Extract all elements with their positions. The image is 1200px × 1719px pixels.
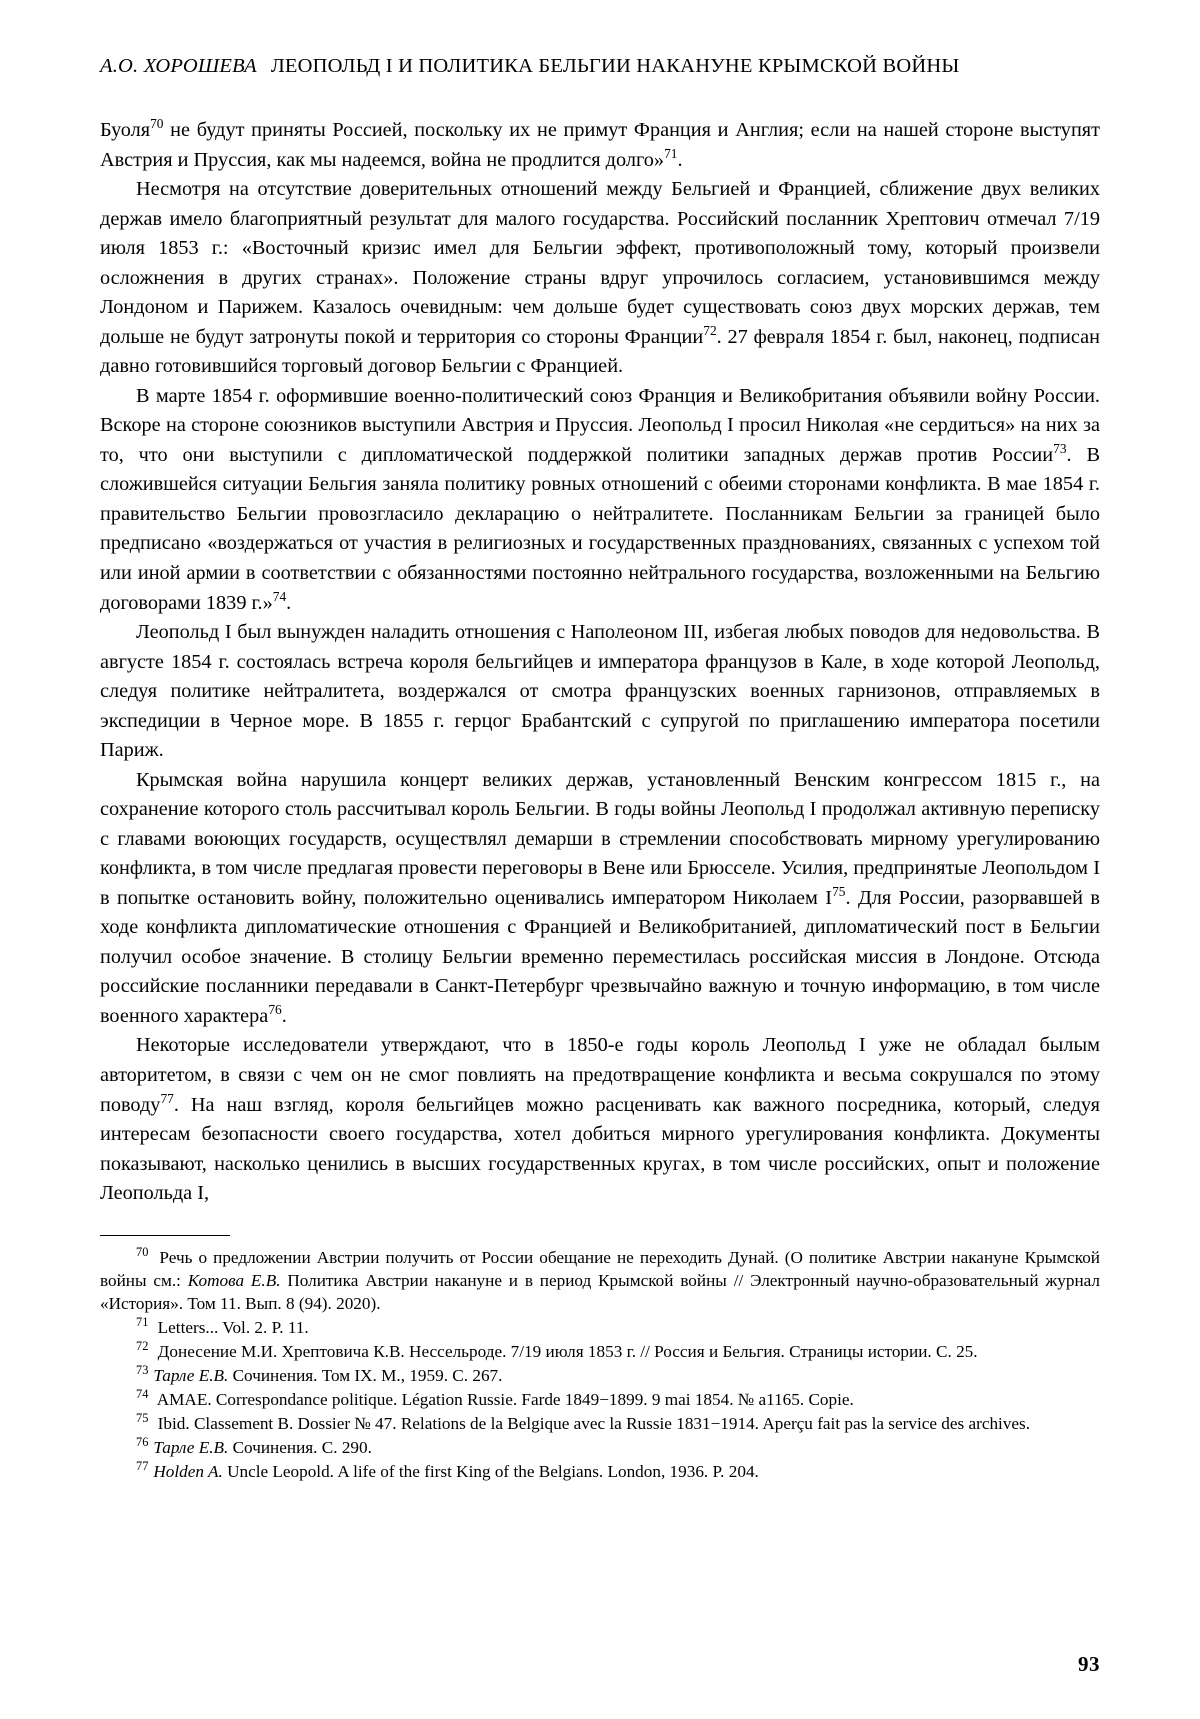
- footnote-reference: 76: [268, 1002, 282, 1018]
- footnote-number: 71: [136, 1315, 149, 1330]
- footnote-number: 76: [136, 1435, 149, 1450]
- footnote-reference: 72: [703, 322, 717, 338]
- footnote-item: $^{73}$ Тарле Е.В. Сочинения. Том IX. М., 1959. С. 267.: [136, 1363, 503, 1385]
- paragraph: Несмотря на отсутствие доверительных отношений между Бельгией и Францией, сближение двух великих держав имело благоприятный результат для малого государства. Российский посланник Хрептович отмечал 7/19 июля 1853 г.: «Восточный кризис имел для Бельгии эффект, противоположный тому, который произвели осложнения в других странах». Положение страны вдруг упрочилось согласием, установившимся между Лондоном и Парижем. Казалось очевидным: чем дольше будет существовать союз двух морских держав, тем дольше не будут затронуты покой и территория со стороны Франции$^{72}$. 27 февраля 1854 г. был, наконец, подписан давно готовившийся торговый договор Бельгии с Францией.: [100, 178, 1100, 378]
- footnote-number: 73: [136, 1363, 149, 1378]
- footnote-number: 77: [136, 1459, 149, 1474]
- paragraph: Буоля$^{70}$ не будут приняты Россией, поскольку их не примут Франция и Англия; если на нашей стороне выступят Австрия и Пруссия, как мы надеемся, война не продлится долго»$^{71}$.: [100, 116, 1100, 171]
- footnotes-section: [100, 1246, 1100, 1483]
- footnote-item: $^{74}$ AMAE. Correspondance politique. Légation Russie. Farde 1849−1899. 9 mai 1854. № a1165. Copie.: [136, 1387, 854, 1409]
- footnote-reference: 73: [1053, 441, 1067, 457]
- footnote-reference: 71: [664, 145, 678, 161]
- paragraph: Некоторые исследователи утверждают, что в 1850-е годы король Леопольд I уже не обладал былым авторитетом, в связи с чем он не смог повлиять на предотвращение конфликта и весьма сокрушался по этому поводу$^{77}$. На наш взгляд, короля бельгийцев можно расценивать как важного посредника, который, следуя интересам безопасности своего государства, хотел добиться мирного урегулирования конфликта. Документы показывают, насколько ценились в высших государственных кругах, в том числе российских, опыт и положение Леопольда I,: [100, 1034, 1100, 1205]
- citation-author: Holden A.: [153, 1462, 223, 1482]
- paragraph: Леопольд I был вынужден наладить отношения с Наполеоном III, избегая любых поводов для недовольства. В августе 1854 г. состоялась встреча короля бельгийцев и императора французов в Кале, в ходе которой Леопольд, следуя политике нейтралитета, воздержался от смотра французских военных гарнизонов, отправляемых в экспедиции в Черное море. В 1855 г. герцог Брабантский с супругой по приглашению императора посетили Париж.: [100, 621, 1100, 762]
- footnote-item: $^{76}$ Тарле Е.В. Сочинения. С. 290.: [136, 1435, 372, 1458]
- footnote-reference: 70: [150, 116, 164, 132]
- footnote-reference: 74: [272, 588, 287, 604]
- footnote-item: $^{75}$ Ibid. Classement B. Dossier № 47. Relations de la Belgique avec la Russie 1831−1914. Aperçu fait pas la service des archives.: [136, 1411, 1031, 1433]
- footnote-separator: [100, 1235, 230, 1236]
- footnote-number: 74: [136, 1387, 149, 1402]
- footnote-number: 72: [136, 1339, 149, 1354]
- running-head-author: А.О. ХОРОШЕВА: [100, 55, 257, 77]
- body-text: [100, 116, 1100, 1209]
- footnote-number: 70: [136, 1244, 149, 1259]
- footnote-number: 75: [136, 1411, 149, 1426]
- footnote-item: $^{72}$ Донесение М.И. Хрептовича К.В. Нессельроде. 7/19 июля 1853 г. // Россия и Бельгия. Страницы истории. С. 25.: [136, 1339, 978, 1361]
- footnote-item: $^{77}$ Holden A. Uncle Leopold. A life of the first King of the Belgians. London, 1936. P. 204.: [136, 1459, 759, 1482]
- footnote-reference: 75: [832, 884, 846, 900]
- citation-author: Тарле Е.В.: [153, 1365, 229, 1385]
- footnote-item: $^{70}$ Речь о предложении Австрии получить от России обещание не переходить Дунай. (О политике Австрии накануне Крымской войны см.: Котова Е.В. Политика Австрии накануне и в период Крымской войны // Электронный научно-образовательный журнал «История». Том 11. Вып. 8 (94). 2020).: [100, 1244, 1100, 1313]
- running-head: [100, 55, 1100, 78]
- paragraph: В марте 1854 г. оформившие военно-политический союз Франция и Великобритания объявили войну России. Вскоре на стороне союзников выступили Австрия и Пруссия. Леопольд I просил Николая «не сердиться» на них за то, что они выступили с дипломатической поддержкой политики западных держав против России$^{73}$. В сложившейся ситуации Бельгия заняла политику ровных отношений с обеими сторонами конфликта. В мае 1854 г. правительство Бельгии провозгласило декларацию о нейтралитете. Посланникам Бельгии за границей было предписано «воздержаться от участия в религиозных и государственных празднованиях, связанных с успехом той или иной армии в соответствии с обязанностями постоянно нейтрального государства, возложенными на Бельгию договорами 1839 г.»$^{74}$.: [100, 384, 1101, 614]
- citation-author: Тарле Е.В.: [153, 1438, 229, 1458]
- citation-author: Котова Е.В.: [187, 1270, 281, 1290]
- running-head-title: ЛЕОПОЛЬД I И ПОЛИТИКА БЕЛЬГИИ НАКАНУНЕ КРЫМСКОЙ ВОЙНЫ: [270, 55, 960, 77]
- page-number: 93: [1078, 1652, 1100, 1676]
- footnote-item: $^{71}$ Letters... Vol. 2. P. 11.: [136, 1315, 309, 1337]
- paragraph: Крымская война нарушила концерт великих держав, установленный Венским конгрессом 1815 г., на сохранение которого столь рассчитывал король Бельгии. В годы войны Леопольд I продолжал активную переписку с главами воюющих государств, осуществлял демарши в стремлении способствовать мирному урегулированию конфликта, в том числе предлагая провести переговоры в Вене или Брюсселе. Усилия, предпринятые Леопольдом I в попытке остановить войну, положительно оценивались императором Николаем $I^{75}$. Для России, разорвавшей в ходе конфликта дипломатические отношения с Францией и Великобританией, дипломатический пост в Бельгии получил особое значение. В столицу Бельгии временно переместилась российская миссия в Лондоне. Отсюда российские посланники передавали в Санкт-Петербург чрезвычайно важную и точную информацию, в том числе военного характера$^{76}$.: [100, 768, 1100, 1027]
- footnote-reference: 77: [160, 1090, 174, 1106]
